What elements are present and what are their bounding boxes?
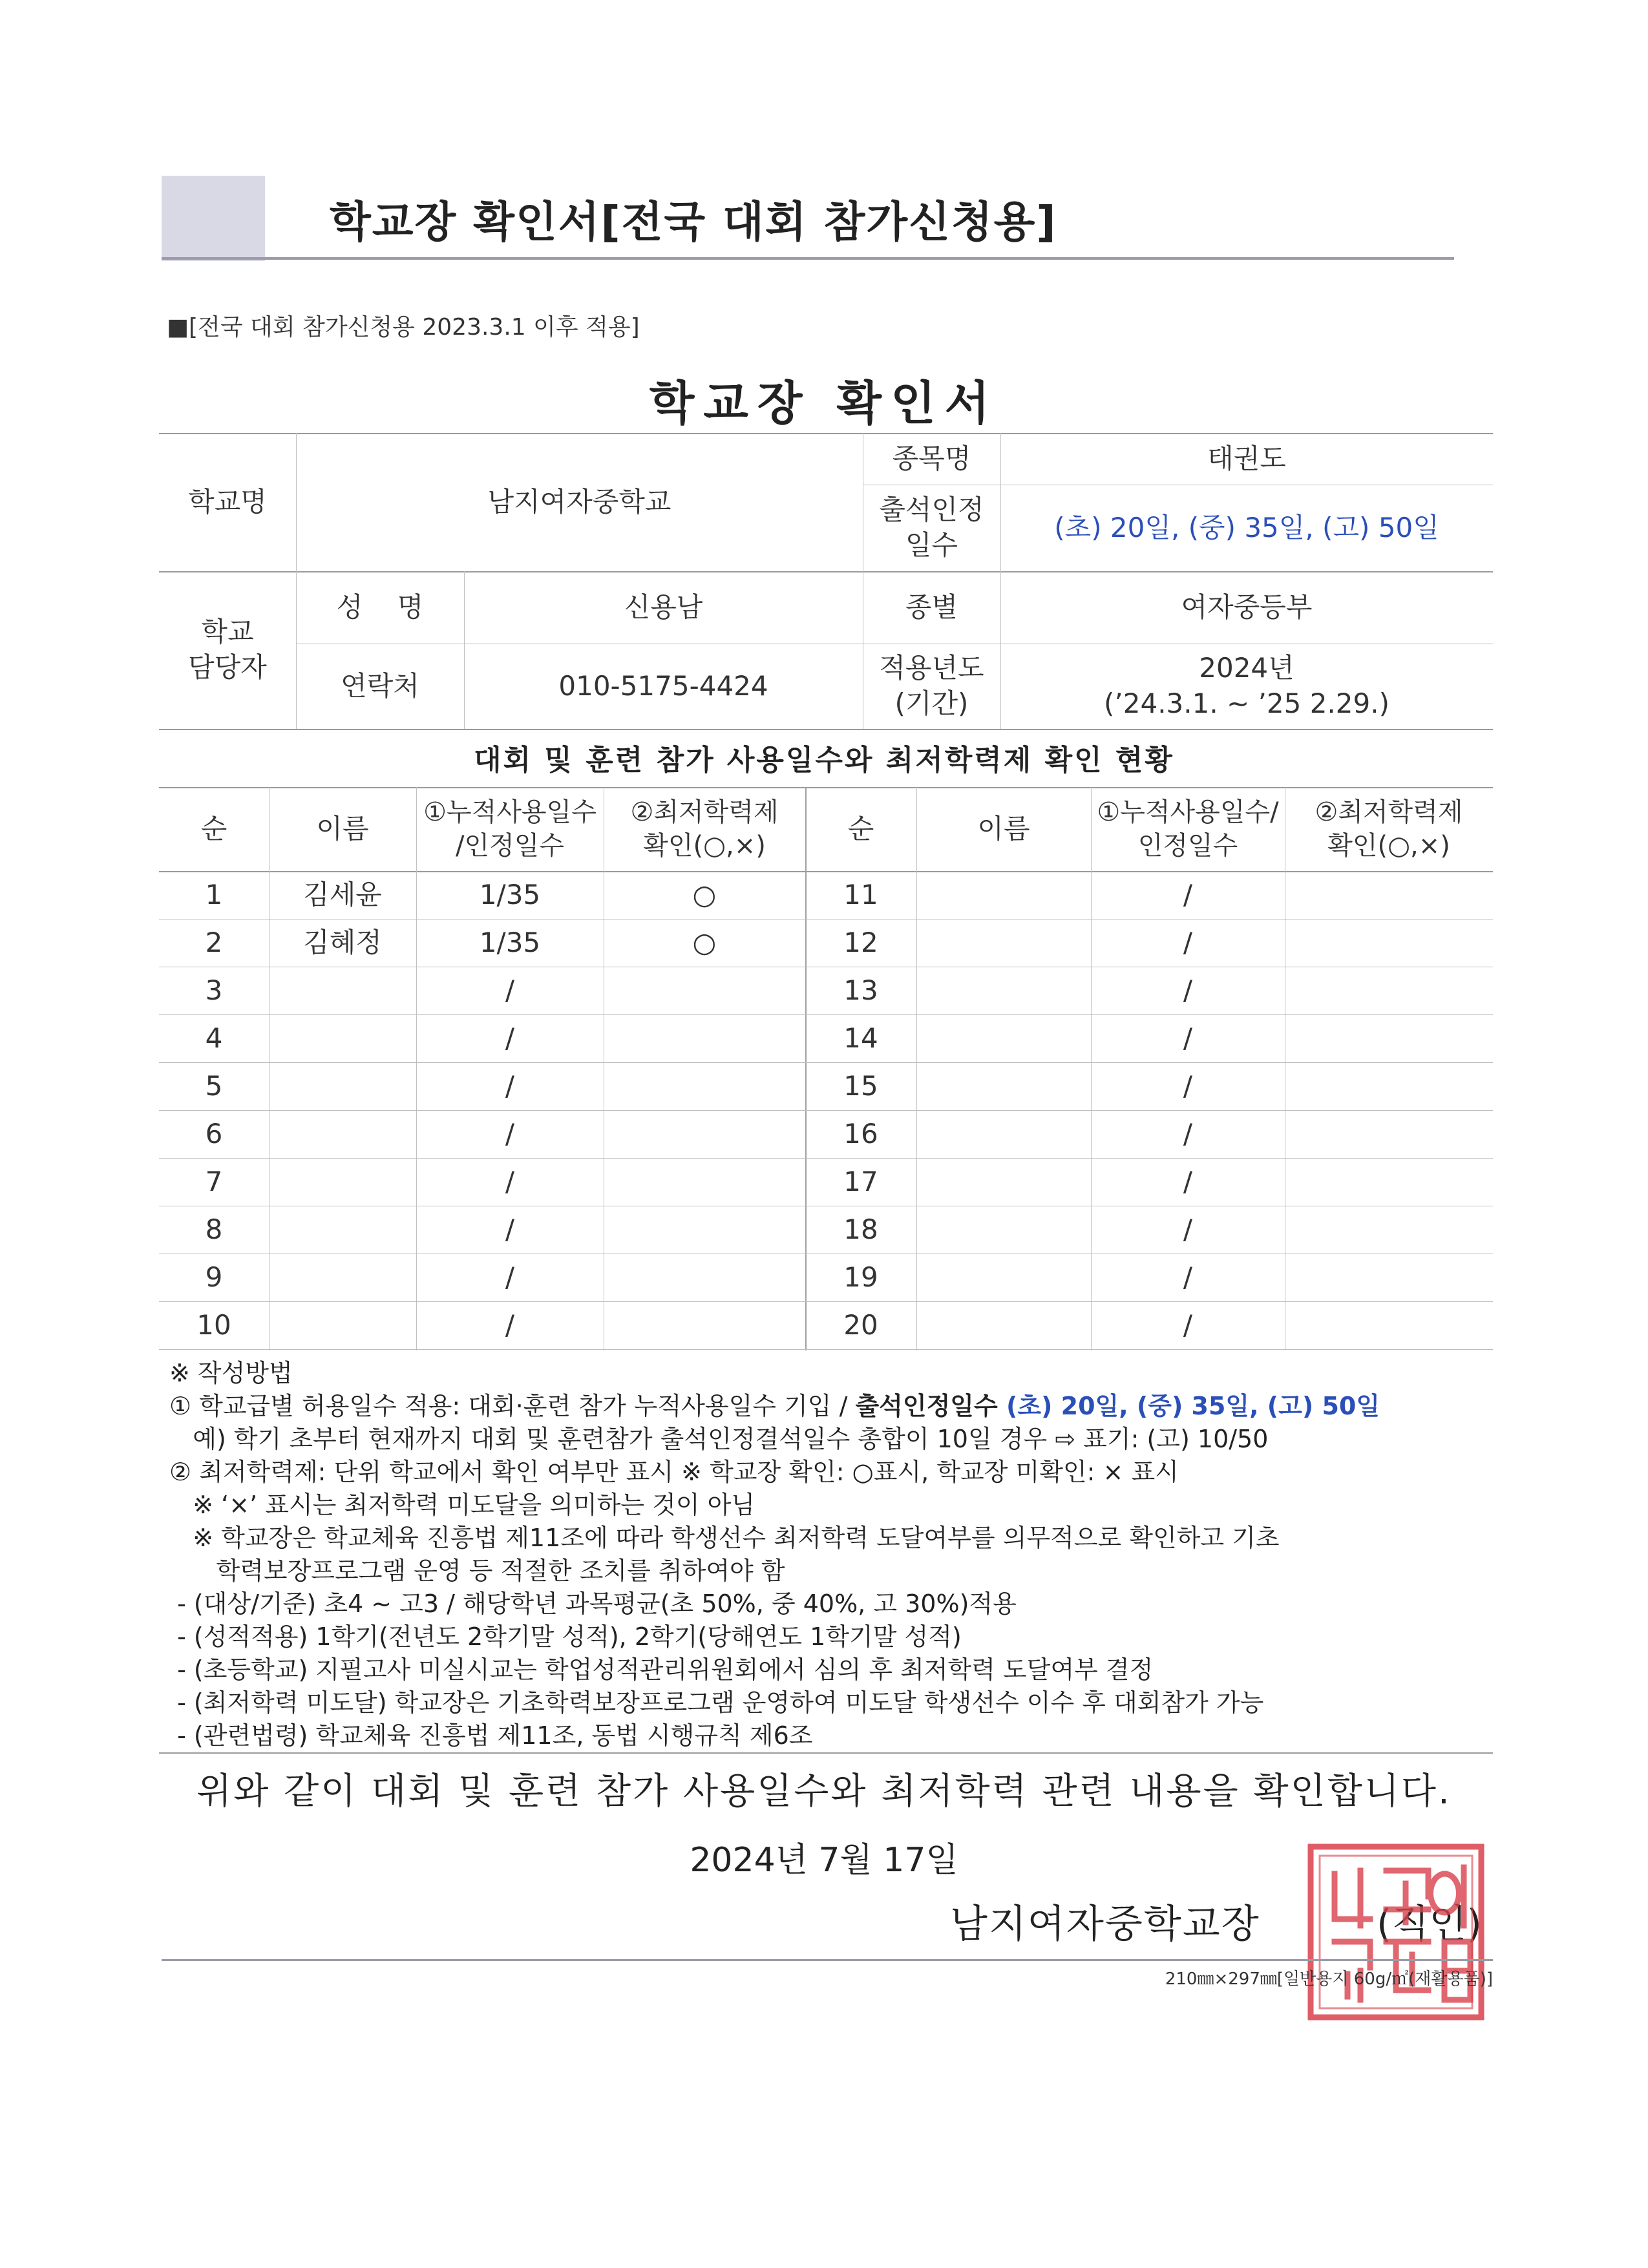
year-label-line2: (기간) [894,688,969,719]
instructions [169,1357,1501,1752]
row-divider [159,1349,1493,1350]
division-value: 여자중등부 [1181,591,1313,623]
row-days-right: / [1183,1165,1193,1197]
note-2b: ※ 학교장은 학교체육 진흥법 제11조에 따라 학생선수 최저학력 도달여부를 의무적으로 확인하고 기초 [169,1524,1280,1552]
contact-label: 연락처 [341,669,419,702]
row-check-right [1285,871,1493,919]
row-name-left [269,1301,416,1349]
bullet-below-minimum: - (최저학력 미도달) 학교장은 기초학력보장프로그램 운영하여 미도달 학생선수 이수 후 대회참가 가능 [169,1688,1264,1717]
row-check-right [1285,1254,1493,1301]
division-label: 종별 [905,591,958,623]
row-name-left [269,1206,416,1254]
name-label: 성 명 [336,591,424,623]
row-name-right [916,1014,1091,1062]
row-check-left [604,1206,805,1254]
row-check-left: ○ [692,878,717,910]
row-name-right [916,1062,1091,1110]
row-check-left [604,1110,805,1158]
row-name-left [269,1254,416,1301]
row-days-left: / [505,1261,515,1293]
row-days-right: / [1183,974,1193,1006]
note-1-days: (초) 20일, (중) 35일, (고) 50일 [1006,1392,1380,1420]
row-days-right: / [1183,1308,1193,1341]
paper-spec: 210㎜×297㎜[일반용지 60g/㎡(재활용품)] [1165,1969,1493,1989]
confirmation-statement: 위와 같이 대회 및 훈련 참가 사용일수와 최저학력 관련 내용을 확인합니다. [196,1770,1452,1812]
row-no-left: 8 [205,1213,223,1245]
row-check-left [604,1301,805,1349]
header-accent-block [162,176,265,261]
row-name-right [916,1158,1091,1206]
school-seal-stamp [1299,1835,1493,2029]
row-check-left [604,967,805,1014]
header-name-left: 이름 [316,812,369,845]
row-no-right: 15 [843,1069,878,1102]
attendance-label-line2: 일수 [905,529,958,561]
row-check-left [604,1254,805,1301]
row-check-right [1285,1110,1493,1158]
header-days-left-line1: ①누적사용일수 [423,797,597,827]
row-no-left: 6 [205,1117,223,1150]
note-2: ② 최저학력제: 단위 학교에서 확인 여부만 표시 ※ 학교장 확인: ○표시, 학교장 미확인: × 표시 [169,1458,1179,1486]
header-name-right: 이름 [977,812,1030,845]
row-no-right: 13 [843,974,878,1006]
row-days-right: / [1183,1069,1193,1102]
bullet-target: - (대상/기준) 초4 ~ 고3 / 해당학년 과목평균(초 50%, 중 40%, 고 30%)적용 [169,1590,1017,1618]
row-days-right: / [1183,878,1193,910]
row-check-left [604,1158,805,1206]
note-1-bold: 출석인정일수 [855,1392,1006,1420]
attendance-value: (초) 20일, (중) 35일, (고) 50일 [1054,511,1439,543]
row-name-left: 김세윤 [303,878,382,910]
row-name-right [916,919,1091,967]
manager-label [159,571,296,729]
principal-signature: 남지여자중학교장 [950,1902,1260,1947]
header-days-left [416,787,604,871]
row-check-right [1285,1158,1493,1206]
row-check-right [1285,1206,1493,1254]
row-days-left: / [505,974,515,1006]
row-no-right: 16 [843,1117,878,1150]
header-check-right-line2: 확인(○,×) [1327,831,1450,861]
year-value [1000,644,1493,729]
manager-label-line1: 학교 [201,616,254,648]
row-name-right [916,1254,1091,1301]
header-check-right [1285,787,1493,871]
row-days-left: / [505,1213,515,1245]
row-no-left: 4 [205,1022,223,1054]
row-name-right [916,1206,1091,1254]
row-name-right [916,1110,1091,1158]
instructions-heading: ※ 작성방법 [169,1359,293,1387]
note-1-text: ① 학교급별 허용일수 적용: 대회·훈련 참가 누적사용일수 기입 / [169,1392,856,1420]
row-days-right: / [1183,1261,1193,1293]
row-no-left: 5 [205,1069,223,1102]
attendance-label [863,485,1000,571]
header-days-right-line1: ①누적사용일수/ [1097,797,1279,827]
row-name-left: 김혜정 [303,926,382,958]
row-days-right: / [1183,1213,1193,1245]
row-no-left: 1 [205,878,223,910]
year-value-line2: (’24.3.1. ~ ’25 2.29.) [1104,688,1389,719]
header-divider [162,257,1454,260]
row-days-left: / [505,1022,515,1054]
row-no-right: 17 [843,1165,878,1197]
header-check-left-line2: 확인(○,×) [643,831,766,861]
issue-date: 2024년 7월 17일 [690,1841,958,1880]
row-check-right [1285,1014,1493,1062]
note-1-example: 예) 학기 초부터 현재까지 대회 및 훈련참가 출석인정결석일수 총합이 10일 경우 ⇨ 표기: (고) 10/50 [169,1425,1269,1453]
row-check-right [1285,1062,1493,1110]
header-days-right-line2: 인정일수 [1137,831,1238,861]
manager-label-line2: 담당자 [188,651,267,683]
row-no-left: 9 [205,1261,223,1293]
section-title: 대회 및 훈련 참가 사용일수와 최저학력제 확인 현황 [474,744,1174,777]
row-days-right: / [1183,926,1193,958]
school-name-label: 학교명 [188,485,267,518]
bullet-law: - (관련법령) 학교체육 진흥법 제11조, 동법 시행규칙 제6조 [169,1721,813,1750]
note-1 [169,1390,1501,1423]
header-check-left-line1: ②최저학력제 [630,797,779,827]
row-name-right [916,1301,1091,1349]
contact-value: 010-5175-4424 [558,669,768,702]
row-check-right [1285,967,1493,1014]
row-check-left [604,1014,805,1062]
row-name-left [269,1158,416,1206]
row-check-left: ○ [692,926,717,958]
row-no-left: 10 [196,1308,231,1341]
seal-label: (직인) [1377,1902,1482,1947]
row-check-right [1285,919,1493,967]
row-no-right: 11 [843,878,878,910]
note-2c: 학력보장프로그램 운영 등 적절한 조치를 취하여야 함 [169,1557,785,1585]
row-name-right [916,967,1091,1014]
row-no-right: 12 [843,926,878,958]
form-subtitle: ■[전국 대회 참가신청용 2023.3.1 이후 적용] [167,314,640,341]
header-no-left: 순 [200,812,227,845]
attendance-label-line1: 출석인정 [879,494,984,526]
row-days-right: / [1183,1022,1193,1054]
row-days-left: / [505,1069,515,1102]
sport-label: 종목명 [892,442,971,474]
row-no-right: 14 [843,1022,878,1054]
header-check-left [604,787,805,871]
row-name-left [269,1062,416,1110]
header-days-left-line2: /인정일수 [455,831,565,861]
note-2a: ※ ‘×’ 표시는 최저학력 미도달을 의미하는 것이 아님 [169,1491,755,1519]
year-label [863,644,1000,729]
year-value-line1: 2024년 [1199,652,1294,684]
document-header-title: 학교장 확인서[전국 대회 참가신청용] [330,197,1057,247]
row-no-right: 19 [843,1261,878,1293]
header-check-right-line1: ②최저학력제 [1315,797,1463,827]
row-name-left [269,967,416,1014]
row-no-left: 2 [205,926,223,958]
row-days-left: / [505,1308,515,1341]
row-no-right: 18 [843,1213,878,1245]
bullet-elementary: - (초등학교) 지필고사 미실시교는 학업성적관리위원회에서 심의 후 최저학력 도달여부 결정 [169,1655,1154,1684]
row-name-left [269,1110,416,1158]
header-no-right: 순 [847,812,874,845]
row-no-left: 3 [205,974,223,1006]
row-days-right: / [1183,1117,1193,1150]
header-days-right [1091,787,1285,871]
info-rule [159,729,1493,730]
row-days-left: 1/35 [479,878,541,910]
row-days-left: / [505,1117,515,1150]
notes-divider [159,1752,1493,1754]
row-days-left: / [505,1165,515,1197]
row-days-left: 1/35 [479,926,541,958]
row-name-right [916,871,1091,919]
row-check-left [604,1062,805,1110]
row-no-left: 7 [205,1165,223,1197]
row-name-left [269,1014,416,1062]
row-check-right [1285,1301,1493,1349]
main-title: 학교장 확인서 [649,376,999,430]
footer-divider [162,1959,1493,1961]
bullet-grades: - (성적적용) 1학기(전년도 2학기말 성적), 2학기(당해연도 1학기말 성적) [169,1622,962,1651]
sport-value: 태권도 [1207,442,1286,474]
name-value: 신용남 [624,591,703,623]
year-label-line1: 적용년도 [879,652,984,684]
row-no-right: 20 [843,1308,878,1341]
school-name-value: 남지여자중학교 [487,485,671,518]
